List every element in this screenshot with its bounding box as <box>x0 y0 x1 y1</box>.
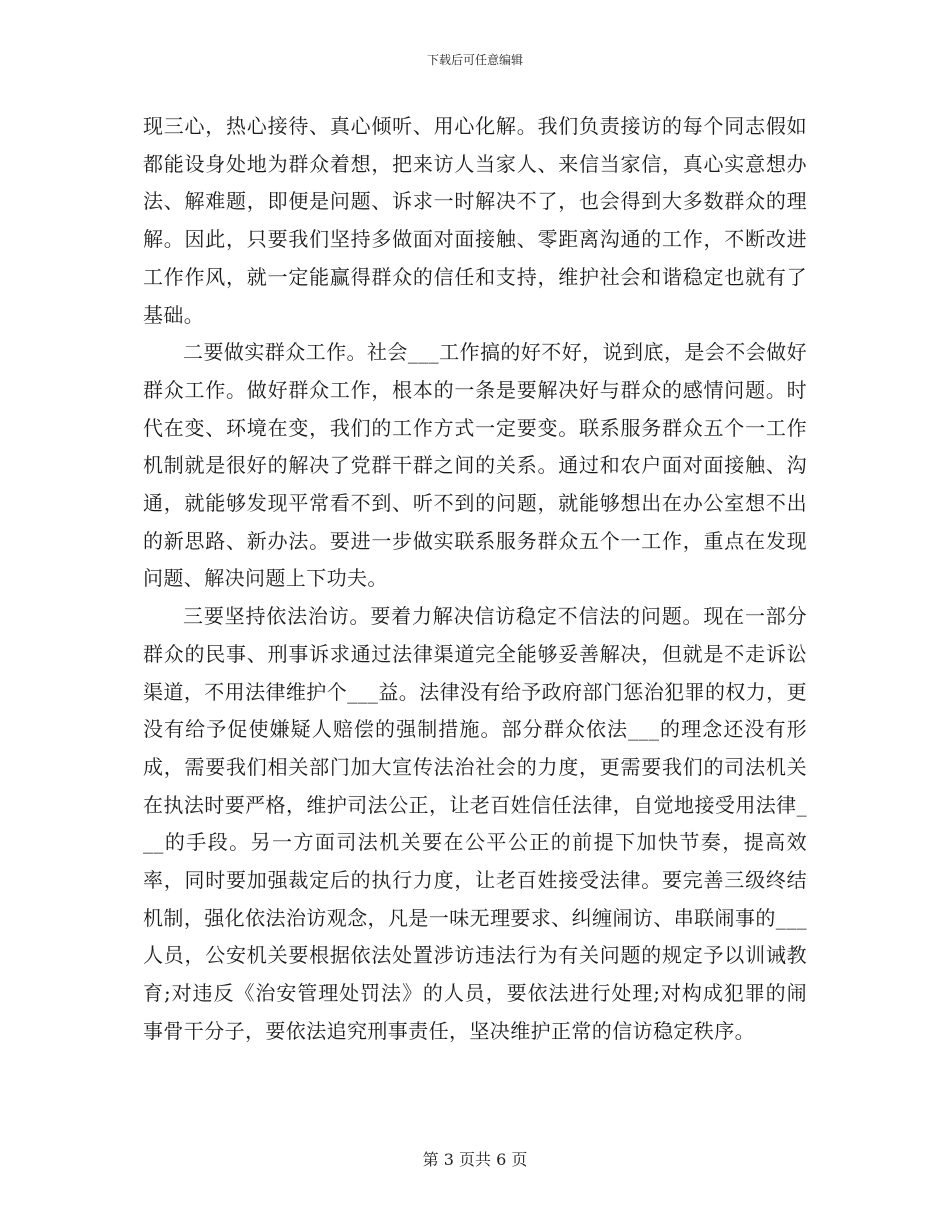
page-number: 第 3 页共 6 页 <box>422 1150 528 1169</box>
document-body <box>143 108 807 1051</box>
paragraph-mass-work: 二要做实群众工作。社会___工作搞的好不好，说到底，是会不会做好群众工作。做好群众工作，根本的一条是要解决好与群众的感情问题。时代在变、环境在变，我们的工作方式一定要变。联系服务群众五个一工作机制就是很好的解决了党群干群之间的关系。通过和农户面对面接触、沟通，就能够发现平常看不到、听不到的问题，就能够想出在办公室想不出的新思路、新办法。要进一步做实联系服务群众五个一工作，重点在发现问题、解决问题上下功夫。 <box>143 340 807 591</box>
paragraph-continued: 现三心，热心接待、真心倾听、用心化解。我们负责接访的每个同志假如都能设身处地为群众着想，把来访人当家人、来信当家信，真心实意想办法、解难题，即便是问题、诉求一时解决不了，也会得到大多数群众的理解。因此，只要我们坚持多做面对面接触、零距离沟通的工作，不断改进工作作风，就一定能赢得群众的信任和支持，维护社会和谐稳定也就有了基础。 <box>143 114 807 327</box>
page-header: 下载后可任意编辑 <box>426 53 523 67</box>
paragraph-rule-of-law: 三要坚持依法治访。要着力解决信访稳定不信法的问题。现在一部分群众的民事、刑事诉求通过法律渠道完全能够妥善解决，但就是不走诉讼渠道，不用法律维护个___益。法律没有给予政府部门惩治犯罪的权力，更没有给予促使嫌疑人赔偿的强制措施。部分群众依法___的理念还没有形成，需要我们相关部门加大宣传法治社会的力度，更需要我们的司法机关在执法时要严格，维护司法公正，让老百姓信任法律，自觉地接受用法律___的手段。另一方面司法机关要在公平公正的前提下加快节奏，提高效率，同时要加强裁定后的执行力度，让老百姓接受法律。要完善三级终结机制，强化依法治访观念，凡是一味无理要求、纠缠闹访、串联闹事的___人员，公安机关要根据依法处置涉访违法行为有关问题的规定予以训诫教育;对违反《治安管理处罚法》的人员，要依法进行处理;对构成犯罪的闹事骨干分子，要依法追究刑事责任，坚决维护正常的信访稳定秩序。 <box>143 604 807 1043</box>
